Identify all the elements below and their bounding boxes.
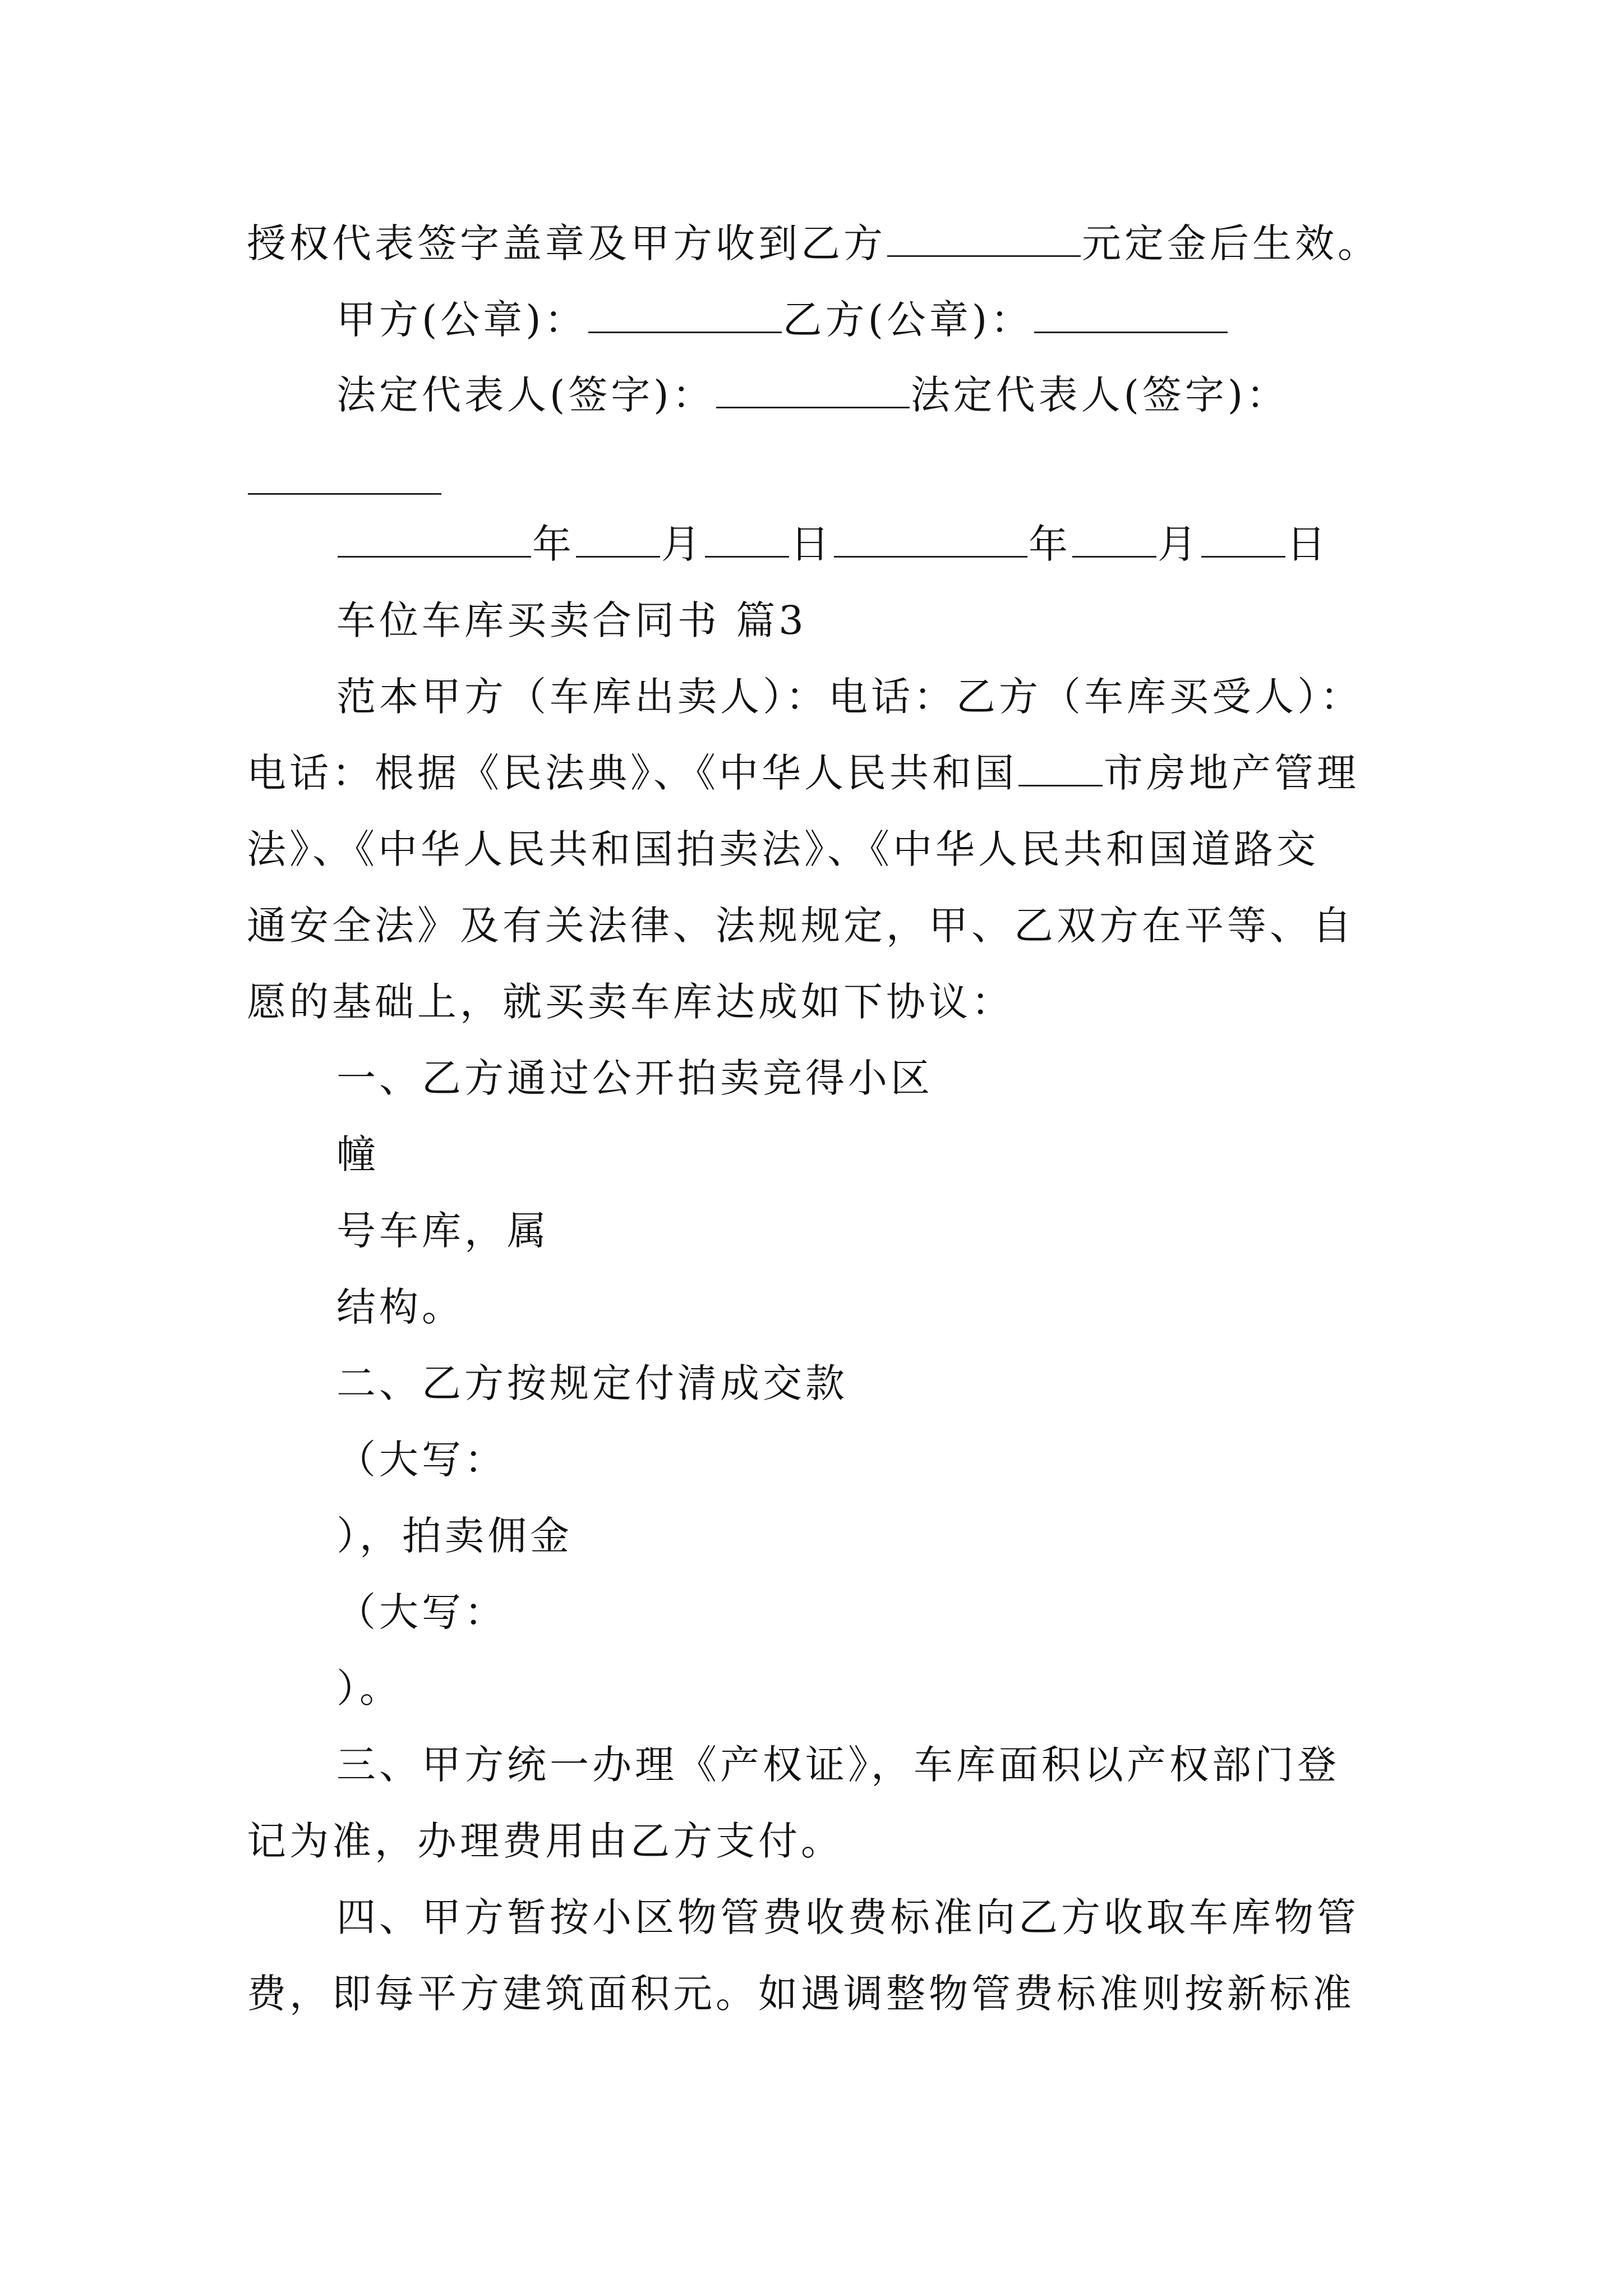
year-blank bbox=[834, 517, 1027, 558]
contract-text-line: 范本甲方（车库出卖人）：电话：乙方（车库买受人）： bbox=[336, 674, 1363, 720]
contract-text-line: 费，即每平方建筑面积元。如遇调整物管费标准则按新标准 bbox=[247, 1971, 1355, 2017]
text-segment: 电话：根据《民法典》、《中华人民共和国 bbox=[247, 750, 1017, 796]
party-a-seal-label: 甲方(公章)： bbox=[336, 297, 587, 343]
contract-text-line: 通安全法》及有关法律、法规规定，甲、乙双方在平等、自 bbox=[247, 903, 1355, 949]
day-blank bbox=[705, 517, 789, 558]
clause-four: 四、甲方暂按小区物管费收费标准向乙方收取车库物管 bbox=[336, 1894, 1359, 1940]
fill-blank bbox=[716, 367, 910, 408]
day-label: 日 bbox=[790, 521, 833, 567]
year-label: 年 bbox=[532, 521, 575, 567]
clause-one: 一、乙方通过公开拍卖竞得小区 bbox=[336, 1055, 933, 1101]
contract-text-line: （大写： bbox=[336, 1589, 507, 1635]
fill-blank bbox=[887, 216, 1081, 257]
clause-three: 三、甲方统一办理《产权证》，车库面积以产权部门登 bbox=[336, 1742, 1340, 1788]
text-segment: 授权代表签字盖章及甲方收到乙方 bbox=[247, 220, 886, 266]
date-line bbox=[336, 516, 1329, 572]
signature-line-representative bbox=[336, 367, 1289, 423]
contract-text-line bbox=[247, 745, 1359, 801]
contract-text-line: 记为准，办理费用由乙方支付。 bbox=[247, 1818, 843, 1864]
contract-text-line: 号车库，属 bbox=[336, 1208, 550, 1254]
party-a-representative-label: 法定代表人(签字)： bbox=[336, 372, 715, 418]
year-label: 年 bbox=[1029, 521, 1071, 567]
contract-text-line: 结构。 bbox=[336, 1284, 464, 1330]
party-b-representative-label: 法定代表人(签字)： bbox=[910, 372, 1289, 418]
fill-blank bbox=[1034, 292, 1228, 333]
fill-blank bbox=[588, 292, 782, 333]
contract-text-line: 法》、《中华人民共和国拍卖法》、《中华人民共和国道路交 bbox=[247, 826, 1319, 872]
section-heading: 车位车库买卖合同书 篇3 bbox=[336, 597, 807, 643]
year-blank bbox=[338, 517, 531, 558]
contract-text-line: （大写： bbox=[336, 1437, 507, 1483]
contract-text-line: ）。 bbox=[336, 1665, 402, 1711]
contract-text-line: 幢 bbox=[336, 1131, 379, 1177]
text-segment: 市房地产管理 bbox=[1104, 750, 1359, 796]
party-b-seal-label: 乙方(公章)： bbox=[782, 297, 1034, 343]
month-label: 月 bbox=[661, 521, 704, 567]
clause-two: 二、乙方按规定付清成交款 bbox=[336, 1360, 848, 1406]
month-blank bbox=[1072, 517, 1156, 558]
fill-blank bbox=[248, 454, 441, 495]
month-label: 月 bbox=[1158, 521, 1200, 567]
contract-text-line: ），拍卖佣金 bbox=[336, 1513, 573, 1559]
contract-text-line bbox=[247, 215, 1380, 272]
contract-text-line: 愿的基础上，就买卖车库达成如下协议： bbox=[247, 979, 1014, 1025]
text-segment: 元定金后生效。 bbox=[1082, 220, 1380, 266]
signature-line-seal bbox=[336, 292, 1229, 348]
fill-blank bbox=[1018, 746, 1103, 786]
day-blank bbox=[1201, 517, 1285, 558]
month-blank bbox=[576, 517, 660, 558]
day-label: 日 bbox=[1287, 521, 1329, 567]
signature-blank-line bbox=[247, 453, 442, 509]
